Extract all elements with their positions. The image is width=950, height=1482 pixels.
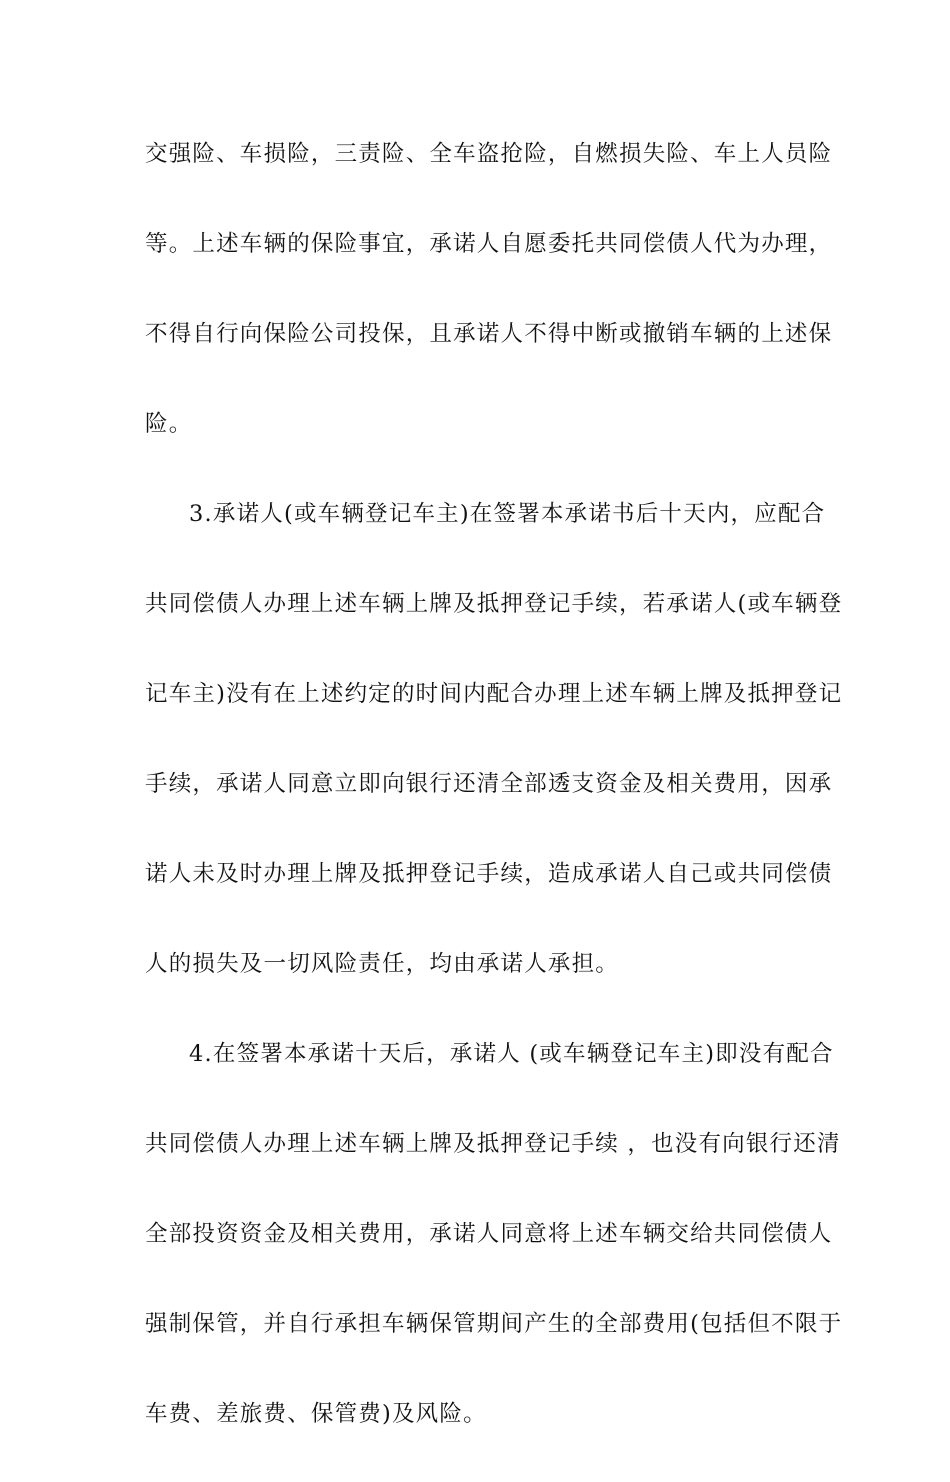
text-line: 人的损失及一切风险责任，均由承诺人承担。 bbox=[145, 951, 620, 977]
text-line: 记车主)没有在上述约定的时间内配合办理上述车辆上牌及抵押登记 bbox=[145, 681, 843, 707]
text-line: 不得自行向保险公司投保，且承诺人不得中断或撤销车辆的上述保 bbox=[145, 321, 833, 347]
text-line: 等。上述车辆的保险事宜，承诺人自愿委托共同偿债人代为办理， bbox=[145, 231, 833, 257]
text-line: 交强险、车损险，三责险、全车盗抢险，自燃损失险、车上人员险 bbox=[145, 141, 833, 167]
text-line: 共同偿债人办理上述车辆上牌及抵押登记手续 ，也没有向银行还清 bbox=[145, 1131, 841, 1157]
text-line: 强制保管，并自行承担车辆保管期间产生的全部费用(包括但不限于 bbox=[145, 1311, 843, 1337]
text-line: 车费、差旅费、保管费)及风险。 bbox=[145, 1401, 487, 1427]
paragraph-3-start: 3.承诺人(或车辆登记车主)在签署本承诺书后十天内，应配合 bbox=[189, 501, 826, 527]
document-body bbox=[145, 132, 843, 1482]
text-line: 险。 bbox=[145, 411, 193, 437]
text-line: 手续，承诺人同意立即向银行还清全部透支资金及相关费用，因承 bbox=[145, 771, 833, 797]
paragraph-4-start: 4.在签署本承诺十天后，承诺人 (或车辆登记车主)即没有配合 bbox=[189, 1041, 834, 1067]
text-line: 诺人未及时办理上牌及抵押登记手续，造成承诺人自己或共同偿债 bbox=[145, 861, 833, 887]
text-line: 共同偿债人办理上述车辆上牌及抵押登记手续，若承诺人(或车辆登 bbox=[145, 591, 843, 617]
text-line: 全部投资资金及相关费用，承诺人同意将上述车辆交给共同偿债人 bbox=[145, 1221, 833, 1247]
